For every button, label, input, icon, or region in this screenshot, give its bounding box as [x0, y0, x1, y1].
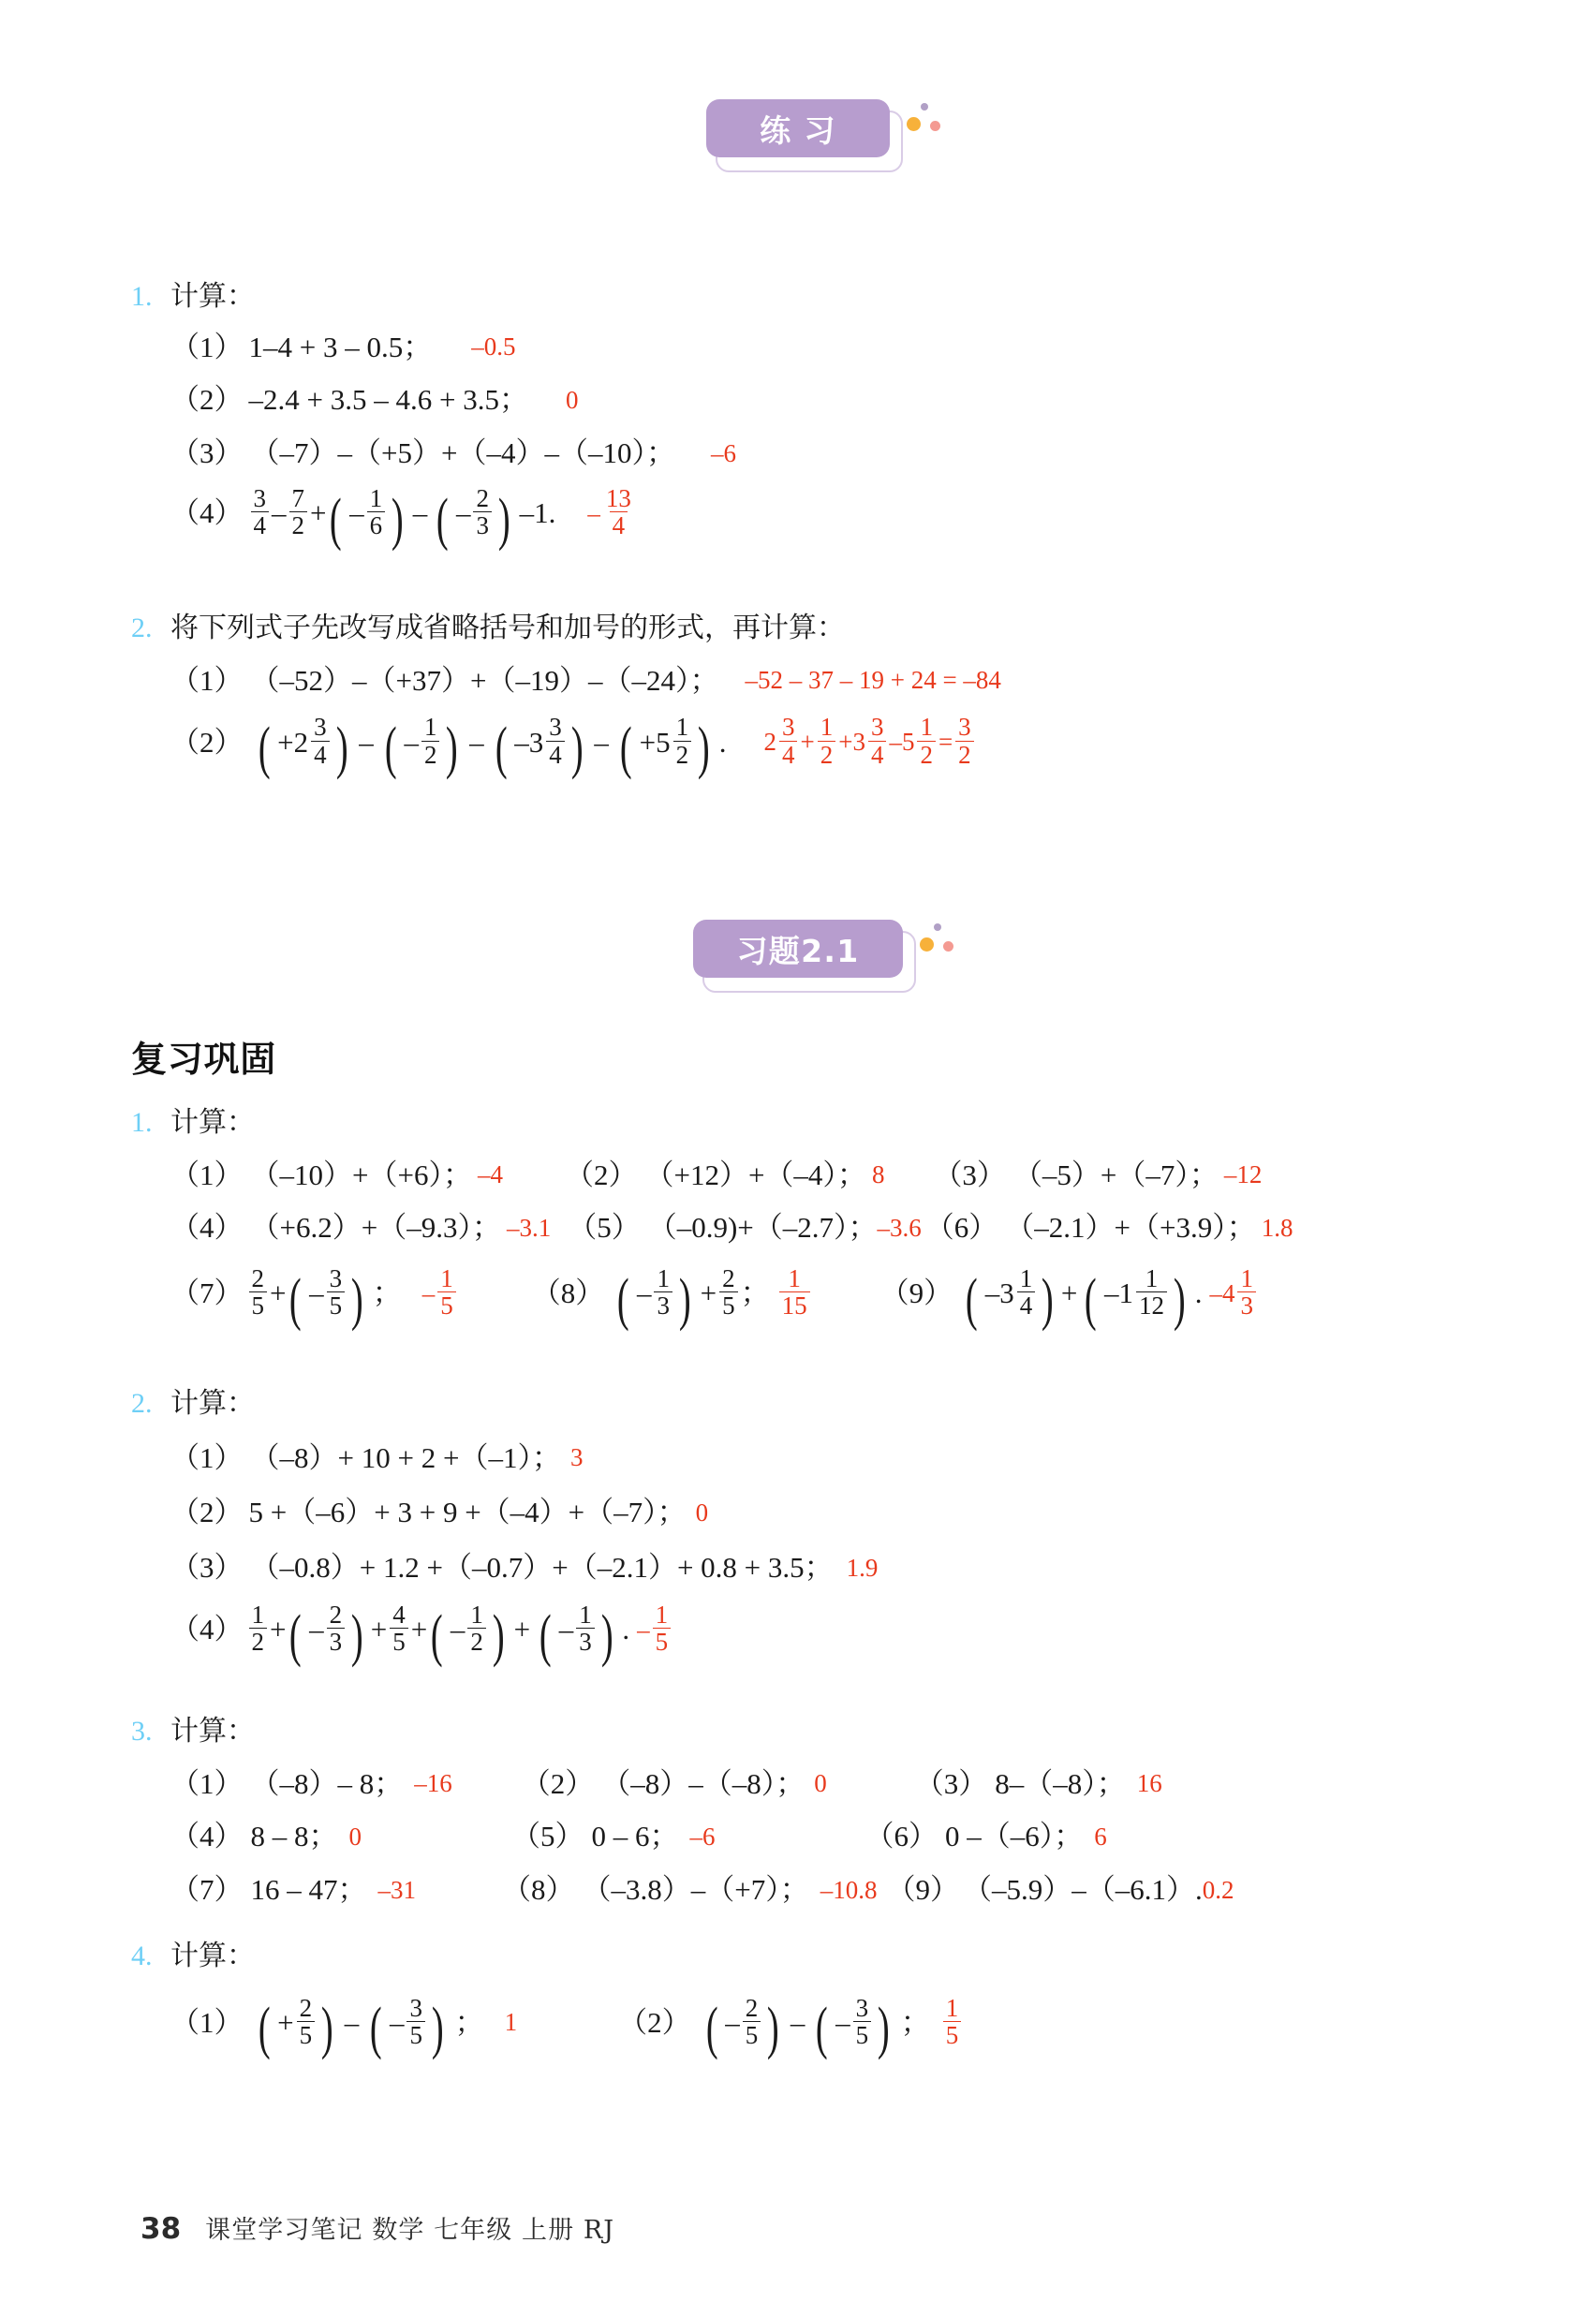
frac-1-2	[249, 1601, 268, 1656]
s2-p4-c2-label: （2）	[618, 2005, 691, 2039]
answer-frac-1-2b	[917, 714, 936, 768]
s2-p3-prompt: 计算：	[170, 1715, 255, 1748]
s2-p3-r1c3-label: （3）	[914, 1766, 988, 1800]
frac-den: 6	[367, 511, 386, 539]
frac-2-5b	[719, 1265, 738, 1320]
dot-orange-icon	[907, 117, 921, 131]
frac-3-4	[311, 714, 330, 768]
frac-num: 1	[920, 713, 933, 742]
s2-p3-r2c3-expr: 0 –（–6）；	[945, 1820, 1084, 1853]
s2-p1-row-3: （7） $\frac{2}{5}$ + ( – $\frac{3}{5}$ ) ； – $\frac{1}{5}$ （8） ( – $\frac{1}{3}$ ) + $\frac{2}{5}$ ； $\frac{1}{15}$ （9） ( – 3 $\frac{1}{4}$ ) + ( – 1 $\frac{1}{12}$ ) . – 4 $\frac{1}{3}$	[170, 1267, 1293, 1321]
frac-num: 1	[945, 1993, 959, 2022]
op-minus: –	[309, 1613, 324, 1646]
s2-p3-r3c2-expr: （–3.8）–（+7）；	[582, 1873, 809, 1906]
frac-den: 5	[327, 1291, 346, 1319]
op-minus: –	[309, 1276, 324, 1310]
s2-p2-i2-label: （2）	[170, 1496, 244, 1529]
frac-num: 2	[476, 483, 489, 512]
frac-den: 5	[853, 2021, 872, 2048]
s2-p1-number: 1.	[131, 1107, 153, 1138]
frac-num: 1	[470, 1600, 483, 1629]
s2-p4-header	[131, 1939, 964, 1974]
s1-p1-i3-label: （3）	[170, 436, 244, 469]
s2-p1-r2c1-answer: –3.1	[506, 1213, 552, 1242]
answer-frac-1-3	[1237, 1265, 1256, 1320]
s2-p1-r1c1-answer: –4	[477, 1160, 503, 1188]
s1-p2-number: 2.	[131, 612, 153, 643]
period: .	[718, 725, 727, 759]
frac-den: 4	[311, 741, 330, 768]
frac-den: 5	[653, 1628, 672, 1655]
page-number: 38	[140, 2212, 182, 2246]
s2-p3-r1c2-label: （2）	[521, 1766, 595, 1800]
frac-den: 5	[390, 1628, 408, 1655]
s2-p3-r2c2-expr: 0 – 6；	[591, 1820, 679, 1853]
op-plus: +	[370, 1613, 388, 1646]
frac-den: 4	[1017, 1291, 1036, 1319]
s2-p2-item-1	[170, 1440, 878, 1477]
frac-den: 4	[610, 511, 628, 539]
frac-num: 1	[657, 1264, 670, 1292]
s2-p3-r1c1-label: （1）	[170, 1766, 244, 1800]
dot-pink-icon	[943, 941, 953, 952]
frac-1-2b	[467, 1601, 486, 1656]
frac-num: 1	[369, 483, 383, 512]
op-plus: +	[800, 728, 815, 757]
whole-3: 3	[528, 725, 544, 759]
decorative-dots-icon	[918, 922, 961, 965]
frac-den: 2	[249, 1628, 268, 1655]
frac-num: 1	[675, 713, 689, 742]
answer-sign: –	[421, 1278, 436, 1307]
op-minus: –	[835, 2005, 850, 2039]
frac-2-3	[327, 1601, 346, 1656]
s2-p3-r2c1-label: （4）	[170, 1820, 244, 1853]
frac-den: 2	[421, 741, 440, 768]
s2-p1-r1c3-label: （3）	[933, 1158, 1006, 1191]
s2-p1-r1c2-label: （2）	[564, 1158, 638, 1191]
frac-num: 1	[788, 1264, 801, 1292]
frac-num: 1	[251, 1600, 264, 1629]
whole-2: 2	[293, 725, 309, 759]
op-minus: –	[389, 2005, 405, 2039]
s2-p1-r2c2-answer: –3.6	[877, 1213, 922, 1242]
s2-p3-r2c3-label: （6）	[864, 1820, 938, 1853]
frac-4-5	[390, 1601, 408, 1656]
frac-1-6	[367, 485, 386, 539]
op-plus: +	[513, 1613, 531, 1646]
s2-p3-row-2	[170, 1819, 1234, 1855]
s2-p1-r2c2-label: （5）	[568, 1211, 641, 1245]
frac-den: 3	[1237, 1291, 1256, 1319]
s1-p1-i2-label: （2）	[170, 383, 244, 417]
s2-p4-number: 4.	[131, 1940, 153, 1971]
op-minus: –	[594, 725, 609, 759]
frac-1-3	[654, 1265, 672, 1320]
whole-3: 3	[999, 1276, 1014, 1310]
op-minus: –	[790, 2005, 805, 2039]
answer-sign: –	[587, 498, 600, 527]
s1-p2-prompt: 将下列式子先改写成省略括号和加号的形式，再计算：	[170, 612, 845, 644]
frac-3-5	[327, 1265, 346, 1320]
section-heading-review: 复习巩固	[131, 1039, 277, 1080]
s2-p3-r1c2-answer: 0	[814, 1769, 827, 1797]
frac-den: 5	[406, 2021, 425, 2048]
period: .	[622, 1613, 630, 1646]
s2-p3-r2c1-expr: 8 – 8；	[250, 1820, 338, 1853]
op-minus: –	[558, 1613, 574, 1646]
frac-1-2	[673, 714, 692, 768]
s2-p2-prompt: 计算：	[170, 1387, 255, 1420]
semicolon: ；	[900, 2005, 930, 2039]
s2-p3-r2c2-answer: –6	[689, 1822, 716, 1851]
s2-p3-r1c3-expr: 8–（–8）；	[995, 1766, 1126, 1800]
s2-p3-r3c2-answer: –10.8	[820, 1875, 878, 1904]
s2-p1-r2c3-label: （6）	[924, 1211, 998, 1245]
s2-p1-r1c3-expr: （–5）+（–7）；	[1012, 1158, 1219, 1191]
op-plus: +	[277, 2005, 294, 2039]
frac-num: 3	[409, 1993, 422, 2022]
s2-p1-r2c3-expr: （–2.1）+（+3.9）；	[1005, 1211, 1256, 1245]
frac-1-12	[1136, 1265, 1167, 1320]
s2-p1-row-1	[170, 1158, 1293, 1194]
frac-num: 2	[251, 1264, 264, 1292]
answer-frac-1-15	[779, 1265, 810, 1320]
frac-num: 2	[299, 1993, 313, 2022]
badge-exercise-2-1: 习题2.1	[693, 920, 903, 978]
op-plus: +	[310, 496, 327, 530]
frac-den: 5	[743, 2021, 761, 2048]
s2-p3-row-1	[170, 1766, 1234, 1803]
s2-p2-i3-answer: 1.9	[846, 1553, 879, 1582]
op-minus: –	[404, 725, 419, 759]
s1-p2-header	[131, 611, 1001, 646]
s1-p1-i2-expr: –2.4 + 3.5 – 4.6 + 3.5；	[248, 383, 528, 417]
s2-p3-r1c2-expr: （–8）–（–8）；	[601, 1766, 805, 1800]
op-plus: +	[410, 1613, 428, 1646]
frac-den: 3	[576, 1628, 595, 1655]
frac-den: 4	[546, 741, 565, 768]
s1-p1-header	[131, 279, 736, 315]
s2-p1-r3c2-label: （8）	[531, 1276, 605, 1310]
op-equals: =	[938, 728, 953, 757]
s2-p2-i3-expr: （–0.8）+ 1.2 +（–0.7）+（–2.1）+ 0.8 + 3.5；	[250, 1551, 834, 1584]
s2-p3-row-3	[170, 1872, 1234, 1909]
frac-3-5b	[853, 1995, 872, 2049]
op-minus: –	[984, 1276, 1000, 1310]
frac-den: 2	[818, 741, 836, 768]
semicolon: ；	[740, 1276, 770, 1310]
frac-num: 3	[329, 1264, 343, 1292]
op-minus: –	[1104, 1276, 1119, 1310]
op-minus: –	[349, 496, 364, 530]
s2-problem-4	[131, 1939, 964, 2061]
frac-den: 2	[673, 741, 692, 768]
frac-num: 1	[1145, 1264, 1159, 1292]
frac-2-3	[473, 485, 492, 539]
answer-frac-1-5	[437, 1265, 456, 1320]
frac-num: 2	[722, 1264, 735, 1292]
op-plus: +	[270, 1613, 287, 1646]
frac-den: 5	[437, 1291, 456, 1319]
s1-p2-i1-label: （1）	[170, 663, 244, 697]
s2-p2-i3-label: （3）	[170, 1551, 244, 1584]
op-minus: –	[412, 496, 428, 530]
op-plus: +	[838, 728, 853, 757]
op-minus: –	[272, 496, 287, 530]
s1-p1-item-1	[170, 330, 736, 366]
answer-frac-3-4	[779, 714, 798, 768]
frac-3-4	[546, 714, 565, 768]
frac-2-5	[249, 1265, 268, 1320]
s1-p1-i3-expr: （–7）–（+5）+（–4）–（–10）；	[250, 436, 675, 469]
op-plus: +	[277, 725, 294, 759]
s2-problem-2	[131, 1386, 879, 1668]
s2-p2-item-2	[170, 1495, 878, 1531]
s1-p2-i2-label: （2）	[170, 725, 244, 759]
op-minus: –	[469, 725, 484, 759]
op-plus: +	[639, 725, 657, 759]
answer-frac-3-2	[955, 714, 974, 768]
s2-p2-number: 2.	[131, 1388, 153, 1419]
s2-p2-item-3	[170, 1550, 878, 1586]
s1-p1-i2-answer: 0	[565, 385, 579, 414]
frac-1-4	[1017, 1265, 1036, 1320]
s1-p1-i1-answer: –0.5	[471, 332, 516, 361]
op-minus: –	[359, 725, 374, 759]
frac-den: 4	[251, 511, 270, 539]
s2-p3-r3c1-answer: –31	[377, 1875, 416, 1904]
s1-p1-i4-label: （4）	[170, 496, 244, 530]
s2-p1-r2c1-label: （4）	[170, 1211, 244, 1245]
frac-num: 3	[549, 713, 562, 742]
op-minus: –	[514, 725, 529, 759]
s2-p3-r1c1-expr: （–8）– 8；	[250, 1766, 404, 1800]
frac-num: 3	[781, 713, 795, 742]
frac-num: 1	[1240, 1264, 1253, 1292]
frac-num: 2	[745, 1993, 759, 2022]
badge-practice: 练 习	[706, 99, 890, 157]
whole-5: 5	[656, 725, 671, 759]
s2-p1-row-2	[170, 1210, 1293, 1247]
period: .	[1194, 1276, 1203, 1310]
s1-p2-i1-expr: （–52）–（+37）+（–19）–（–24）；	[250, 663, 719, 697]
s1-p1-number: 1.	[131, 281, 153, 312]
s2-p4-c1-answer: 1	[504, 2008, 518, 2037]
s2-p2-i2-answer: 0	[695, 1498, 709, 1527]
s2-p3-r1c1-answer: –16	[414, 1769, 452, 1797]
s2-p2-i4-label: （4）	[170, 1613, 244, 1646]
s2-p3-header	[131, 1714, 1234, 1749]
dot-pink-icon	[930, 121, 940, 131]
answer-frac-1-5b	[653, 1601, 672, 1656]
s2-problem-1	[131, 1105, 1293, 1332]
s2-p3-r3c1-label: （7）	[170, 1873, 244, 1906]
answer-whole-3: 3	[852, 728, 865, 757]
frac-den: 3	[654, 1291, 672, 1319]
s1-p1-item-3	[170, 435, 736, 472]
s2-p1-r1c2-answer: 8	[871, 1160, 885, 1188]
s1-p2-item-1	[170, 663, 1001, 700]
frac-num: 3	[855, 1993, 869, 2022]
frac-num: 13	[605, 483, 631, 512]
semicolon: ；	[372, 1276, 402, 1310]
frac-num: 1	[820, 713, 834, 742]
s2-p4-prompt: 计算：	[170, 1940, 255, 1972]
op-minus: –	[450, 1613, 466, 1646]
frac-den: 5	[943, 2021, 962, 2048]
s2-p1-r1c1-expr: （–10）+（+6）；	[250, 1158, 472, 1191]
s1-p1-i3-answer: –6	[710, 438, 736, 467]
s1-problem-1	[131, 279, 736, 552]
frac-num: 3	[870, 713, 884, 742]
frac-num: 3	[253, 483, 266, 512]
practice-badge-wrap	[0, 99, 1596, 157]
frac-den: 5	[719, 1291, 738, 1319]
s2-p1-header	[131, 1105, 1293, 1141]
frac-den: 3	[327, 1628, 346, 1655]
s1-p1-item-2	[170, 382, 736, 419]
s2-p2-i1-label: （1）	[170, 1440, 244, 1474]
semicolon: ；	[454, 2005, 484, 2039]
s2-p3-r2c2-label: （5）	[511, 1820, 584, 1853]
answer-sign: –	[1209, 1278, 1222, 1307]
frac-den: 5	[297, 2021, 316, 2048]
frac-3-4	[251, 485, 270, 539]
frac-num: 1	[655, 1600, 669, 1629]
s2-p3-r2c1-answer: 0	[348, 1822, 362, 1851]
s2-p3-r1c3-answer: 16	[1136, 1769, 1162, 1797]
s1-p1-prompt: 计算：	[170, 280, 255, 313]
op-minus: –	[344, 2005, 360, 2039]
op-minus: –	[725, 2005, 740, 2039]
answer-frac-13-4	[603, 485, 634, 539]
s2-p3-r3c1-expr: 16 – 47；	[250, 1873, 367, 1906]
op-minus: –	[889, 728, 902, 757]
s2-p4-c1-label: （1）	[170, 2005, 244, 2039]
frac-1-3	[576, 1601, 595, 1656]
decorative-dots-icon	[905, 101, 948, 144]
s2-p3-r3c2-label: （8）	[502, 1873, 575, 1906]
s1-p1-item-4: （4） $\frac{3}{4}$ – $\frac{7}{2}$ + ( – $\frac{1}{6}$ ) – ( – $\frac{2}{3}$ ) –1. – $\frac{13}{4}$	[170, 487, 736, 541]
dot-purple-icon	[921, 103, 928, 111]
s2-p2-item-4: （4） $\frac{1}{2}$ + ( – $\frac{2}{3}$ ) + $\frac{4}{5}$ + ( – $\frac{1}{2}$ ) + ( – $\frac{1}{3}$ ) . – $\frac{1}{5}$	[170, 1603, 878, 1658]
frac-num: 3	[958, 713, 971, 742]
whole-1: 1	[1118, 1276, 1134, 1310]
answer-frac-3-4b	[868, 714, 887, 768]
frac-num: 1	[579, 1600, 592, 1629]
frac-1-2	[421, 714, 440, 768]
frac-num: 1	[423, 713, 437, 742]
frac-den: 5	[249, 1291, 268, 1319]
frac-den: 2	[917, 741, 936, 768]
s2-p2-i2-expr: 5 +（–6）+ 3 + 9 +（–4）+（–7）；	[248, 1496, 687, 1529]
frac-den: 2	[955, 741, 974, 768]
s2-p1-r1c2-expr: （+12）+（–4）；	[644, 1158, 866, 1191]
s2-p1-prompt: 计算：	[170, 1106, 255, 1139]
dot-orange-icon	[920, 937, 934, 952]
op-minus: –	[636, 1276, 652, 1310]
frac-den: 12	[1136, 1291, 1167, 1319]
frac-den: 4	[868, 741, 887, 768]
frac-num: 2	[329, 1600, 343, 1629]
s2-p1-r1c3-answer: –12	[1223, 1160, 1263, 1188]
s2-p1-r2c3-answer: 1.8	[1261, 1213, 1293, 1242]
frac-num: 7	[291, 483, 304, 512]
frac-den: 15	[779, 1291, 810, 1319]
s1-p2-i1-answer: –52 – 37 – 19 + 24 = –84	[745, 666, 1001, 694]
answer-whole-2: 2	[763, 728, 776, 757]
op-minus: –	[455, 496, 471, 530]
answer-frac-1-5c	[943, 1995, 962, 2049]
footer-title: 课堂学习笔记 数学 七年级 上册 RJ	[205, 2216, 615, 2245]
s2-p1-r2c2-expr: （–0.9)+（–2.7）；	[647, 1211, 878, 1245]
s1-problem-2	[131, 611, 1001, 781]
frac-num: 3	[314, 713, 327, 742]
s2-p1-r1c1-label: （1）	[170, 1158, 244, 1191]
minus-one: –1.	[519, 496, 556, 530]
s2-p3-r3c3-expr: （–5.9）–（–6.1）.	[962, 1873, 1203, 1906]
s2-problem-3	[131, 1714, 1234, 1909]
s2-p2-header	[131, 1386, 878, 1422]
answer-frac-1-2	[818, 714, 836, 768]
frac-2-5b	[743, 1995, 761, 2049]
frac-den: 2	[289, 511, 308, 539]
dot-purple-icon	[934, 923, 941, 931]
frac-7-2	[289, 485, 308, 539]
s1-p1-i1-label: （1）	[170, 330, 244, 363]
op-plus: +	[1060, 1276, 1078, 1310]
s2-p1-r3c1-label: （7）	[170, 1276, 244, 1310]
answer-whole-5: 5	[901, 728, 915, 757]
s2-p1-r3c3-label: （9）	[879, 1276, 953, 1310]
frac-num: 1	[440, 1264, 453, 1292]
frac-num: 4	[392, 1600, 406, 1629]
frac-3-5	[406, 1995, 425, 2049]
page-footer	[140, 2209, 614, 2246]
s2-p1-r2c1-expr: （+6.2）+（–9.3）；	[250, 1211, 501, 1245]
s2-p3-r3c3-answer: 0.2	[1202, 1875, 1234, 1904]
frac-num: 1	[1019, 1264, 1033, 1292]
s2-p3-r2c3-answer: 6	[1094, 1822, 1107, 1851]
frac-den: 2	[467, 1628, 486, 1655]
frac-den: 3	[473, 511, 492, 539]
answer-sign: –	[637, 1615, 650, 1644]
s2-p3-r3c3-label: （9）	[886, 1873, 959, 1906]
op-plus: +	[700, 1276, 717, 1310]
s2-p2-i1-answer: 3	[569, 1443, 584, 1471]
exercise-badge-wrap	[0, 920, 1596, 978]
s2-p4-row-1: （1） ( + $\frac{2}{5}$ ) – ( – $\frac{3}{5}$ ) ； 1 （2） ( – $\frac{2}{5}$ ) – ( – $\frac{3}{5}$ ) ； $\frac{1}{5}$	[170, 1997, 964, 2051]
s2-p3-number: 3.	[131, 1716, 153, 1747]
s2-p2-i1-expr: （–8）+ 10 + 2 +（–1）；	[250, 1440, 561, 1474]
answer-whole-4: 4	[1221, 1278, 1235, 1307]
s1-p1-i1-expr: 1–4 + 3 – 0.5；	[248, 330, 433, 363]
s1-p2-item-2: （2） ( + 2 $\frac{3}{4}$ ) – ( – $\frac{1}{2}$ ) – ( – 3 $\frac{3}{4}$ ) – ( + 5 $\frac{1}{2}$ ) . 2 $\frac{3}{4}$ + $\frac{1}{2}$ + 3 $\frac{3}{4}$ – 5 $\frac{1}{2}$ = $\frac{3}{2}$	[170, 716, 1001, 770]
op-plus: +	[270, 1276, 287, 1310]
frac-2-5	[297, 1995, 316, 2049]
frac-den: 4	[779, 741, 798, 768]
